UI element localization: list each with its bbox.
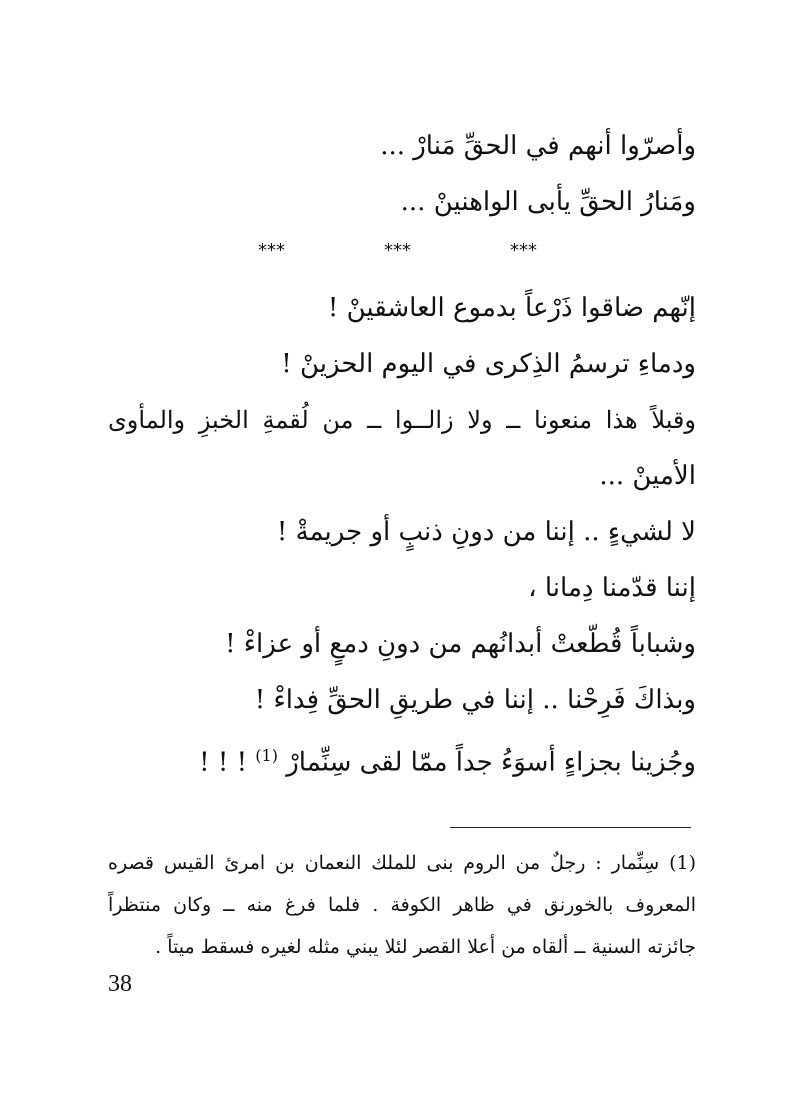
poem-line-4: ودماءِ ترسمُ الذِكرى في اليوم الحزينْ ! — [281, 349, 696, 379]
footnote-line-2: المعروف بالخورنق في ظاهر الكوفة . فلما فرغ منه ــ وكان منتظراً — [108, 894, 696, 916]
poem-line-5: وقبلاً هذا منعونا ــ ولا زالــوا ــ من لُقمةِ الخبزِ والمأوى — [108, 406, 696, 434]
separator-stars-left: *** — [258, 240, 285, 261]
poem-line-7: لا لشيءٍ .. إننا من دونِ ذنبٍ أو جريمةْ ! — [276, 517, 696, 547]
footnote-block — [108, 842, 696, 968]
page-number: 38 — [108, 971, 132, 997]
separator-stars-middle: *** — [384, 240, 411, 261]
section-separator — [108, 230, 696, 280]
poem-line-8: إننا قدّمنا دِمانا ، — [528, 573, 696, 603]
poem-line-6: الأمينْ ... — [599, 461, 696, 491]
poem-line-11-text: وجُزينا بجزاءٍ أسوَءُ جداً ممّا لقى سِنِّمارْ — [286, 747, 696, 778]
poem-line-10: وبذاكَ فَرِحْنا .. إننا في طريقِ الحقِّ فِداءْ ! — [254, 685, 696, 715]
poem-line-3: إنّهم ضاقوا ذَرْعاً بدموع العاشقينْ ! — [327, 293, 696, 323]
poem-line-11-ending: ! ! ! — [199, 747, 248, 778]
poem-line-1: وأصرّوا أنهم في الحقِّ مَنارْ ... — [380, 131, 696, 161]
poem-line-9: وشباباً قُطّعتْ أبدانُهم من دونِ دمعٍ أو عزاءْ ! — [225, 629, 696, 659]
footnote-line-3: جائزته السنية ــ ألقاه من أعلا القصر لئلا يبني مثله لغيره فسقط ميتاً . — [155, 936, 696, 958]
separator-stars-right: *** — [510, 240, 537, 261]
footnote-divider — [450, 827, 691, 828]
poem-body — [108, 118, 696, 784]
footnote-reference: (1) — [255, 746, 278, 765]
footnote-line-1 — [108, 842, 696, 884]
footnote-line-1-text: سِنِّمار : رجلٌ من الروم بنى للملك النعمان بن امرئ القيس قصره — [108, 852, 660, 874]
poem-line-2: ومَنارُ الحقِّ يأبى الواهنينْ ... — [400, 187, 696, 217]
footnote-number: (1) — [669, 852, 696, 874]
poem-line-11 — [108, 728, 696, 784]
